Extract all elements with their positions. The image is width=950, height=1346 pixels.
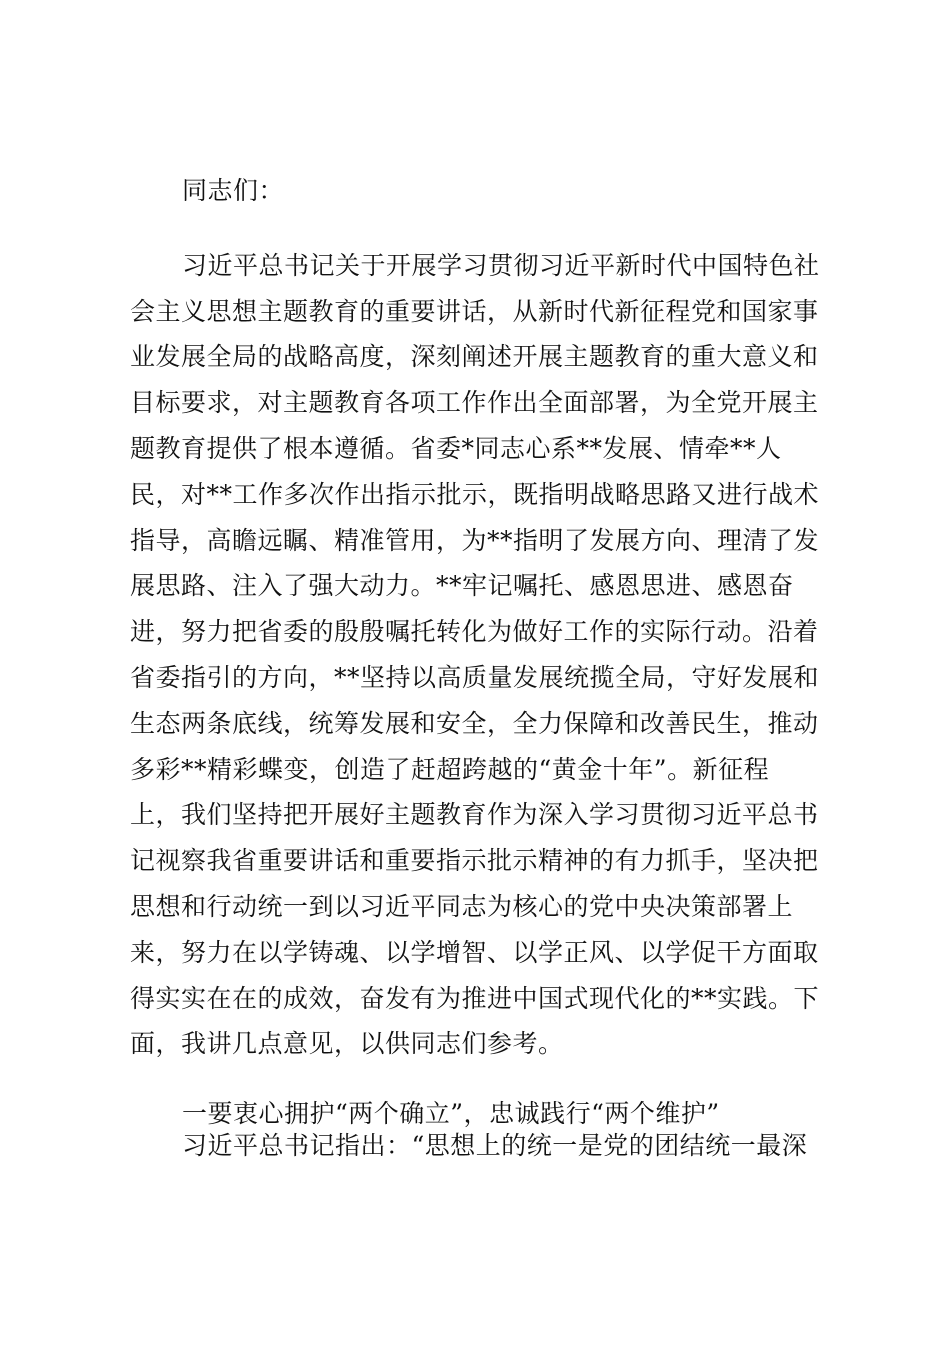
document-page: 同志们： 习近平总书记关于开展学习贯彻习近平新时代中国特色社 会主义思想主题教育的重要讲话，从新时代新征程党和国家事 业发展全局的战略高度，深刻阐述开展主题教育的重大意义和 目标要求，对主题教育各项工作作出全面部署，为全党开展主 题教育提供了根本遵循。省委*同志心系**发展、情牵**人 民，对**工作多次作出指示批示，既指明战略思路又进行战术 指导，高瞻远瞩、精准管用，为**指明了发展方向、理清了发 展思路、注入了强大动力。**牢记嘱托、感恩思进、感恩奋 进，努力把省委的殷殷嘱托转化为做好工作的实际行动。沿着 省委指引的方向，**坚持以高质量发展统揽全局，守好发展和 生态两条底线，统筹发展和安全，全力保障和改善民生，推动 多彩**精彩蝶变，创造了赶超跨越的“黄金十年”。新征程 上，我们坚持把开展好主题教育作为深入学习贯彻习近平总书 记视察我省重要讲话和重要指示批示精神的有力抓手，坚决把 思想和行动统一到以习近平同志为核心的党中央决策部署上 来，努力在以学铸魂、以学增智、以学正风、以学促干方面取 得实实在在的成效，奋发有为推进中国式现代化的**实践。下 面，我讲几点意见，以供同志们参考。 一要衷心拥护“两个确立”，忠诚践行“两个维护” 习近平总书记指出：“思想上的统一是党的团结统一最深 [0,0,950,1346]
